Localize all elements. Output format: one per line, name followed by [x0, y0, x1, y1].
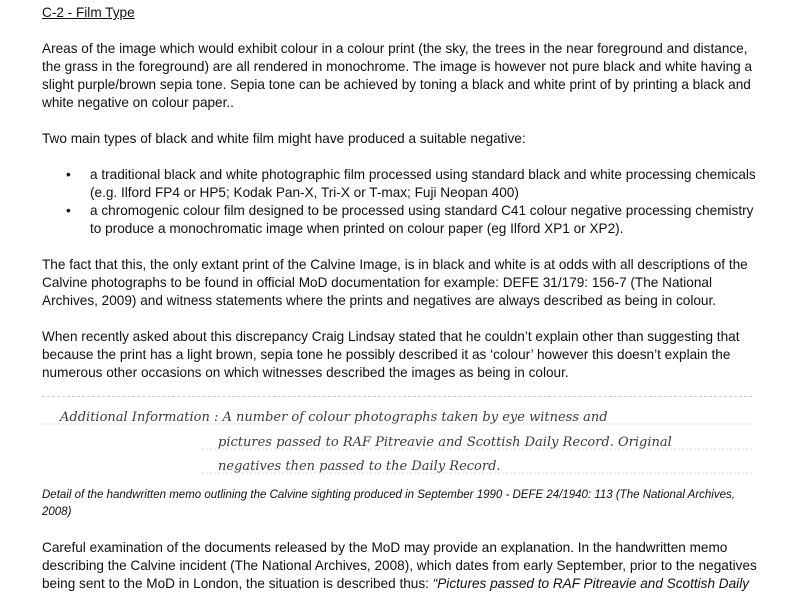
- memo-quote: “Pictures passed to RAF Pitreavie and Scottish Daily: [432, 576, 750, 591]
- paragraph-mod-documents: [42, 539, 762, 593]
- film-type-list: [42, 166, 762, 238]
- memo-line-2: pictures passed to RAF Pitreavie and Scottish Daily Record. Original: [218, 435, 672, 450]
- paragraph-black-white-discrepancy: The fact that this, the only extant print of the Calvine Image, is in black and white is at odds with all descriptions of the Calvine photographs to be found in official MoD documentation for example: DEFE 31/179: 156-7 (The National Archives, 2009) and witness statements where the prints and negatives are always described as being in colour.: [42, 257, 748, 308]
- memo-line-1: Additional Information : A number of colour photographs taken by eye witness and: [60, 410, 608, 425]
- paragraph-lindsay-explanation: When recently asked about this discrepancy Craig Lindsay stated that he couldn’t explain other than suggesting that because the print has a light brown, sepia tone he possibly described it as ‘colour’ however this doesn’t explain the numerous other occasions on which witnesses described the images as being in colour.: [42, 329, 740, 380]
- document-page: [42, 4, 762, 611]
- handwritten-memo-image: [42, 396, 752, 487]
- list-item: • a traditional black and white photographic film processed using standard black and white processing chemicals (e.g. Ilford FP4 or HP5; Kodak Pan-X, Tri-X or T-max; Fuji Neopan 400): [90, 166, 762, 202]
- memo-line-3: negatives then passed to the Daily Record.: [218, 459, 501, 474]
- memo-scan: [42, 397, 752, 487]
- paragraph-film-types-intro: Two main types of black and white film might have produced a suitable negative:: [42, 131, 526, 146]
- section-heading: C-2 - Film Type: [42, 5, 135, 20]
- memo-caption: Detail of the handwritten memo outlining the Calvine sighting produced in September 1990 - DEFE 24/1940: 113 (The National Archives, 2008): [42, 489, 735, 518]
- paragraph-text: Careful examination of the documents released by the MoD may provide an explanation. In the handwritten memo describing the Calvine incident (The National Archives, 2008), which dates from early September, prior to the negatives being sent to the MoD in London, the situation is described thus:: [42, 540, 757, 591]
- paragraph-colour-rendering: Areas of the image which would exhibit colour in a colour print (the sky, the trees in the near foreground and distance, the grass in the foreground) are all rendered in monochrome. The image is however not pure black and white having a slight purple/brown sepia tone. Sepia tone can be achieved by toning a black and white print of by printing a black and white negative on colour paper..: [42, 41, 753, 110]
- list-item: • a chromogenic colour film designed to be processed using standard C41 colour negative processing chemistry to produce a monochromatic image when printed on colour paper (eg Ilford XP1 or XP2).: [90, 202, 762, 238]
